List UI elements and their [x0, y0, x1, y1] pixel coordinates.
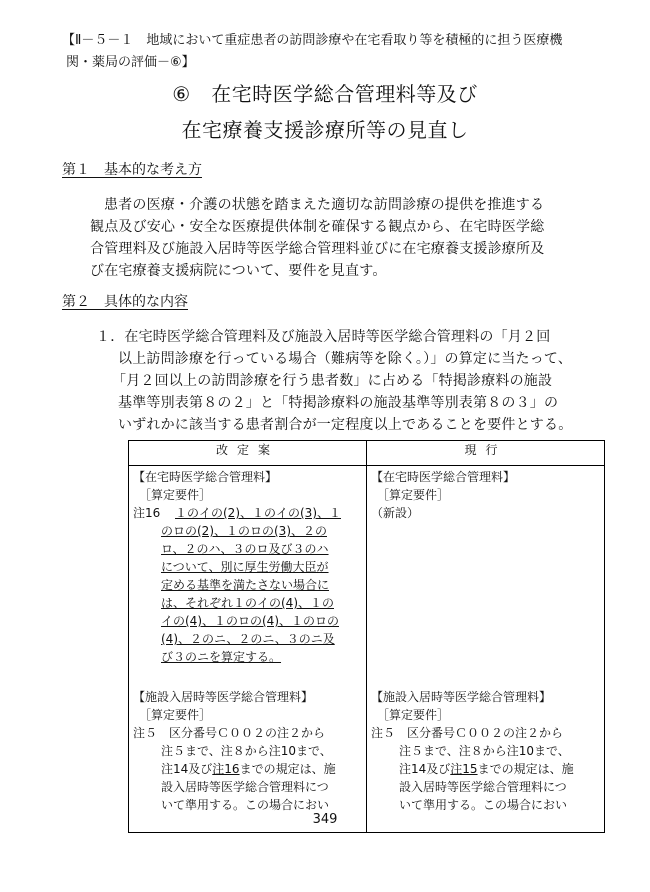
item-1-line-5: いずれかに該当する患者割合が一定程度以上であることを要件とする。: [118, 417, 573, 433]
proposed-note5-line-3: [161, 760, 336, 778]
current-note5-line-3-a: 注14及び: [399, 762, 451, 776]
header-line-1: 【Ⅱ－５－１ 地域において重症患者の訪問診療や在宅看取り等を積極的に担う医療機: [62, 33, 563, 48]
proposed-facility-requirements: ［算定要件］: [139, 708, 212, 722]
proposed-note16-line-7: イの(4)、１のロの(4)、１のロの: [161, 614, 339, 628]
section-1-line-4: び在宅療養支援病院について、要件を見直す。: [90, 263, 387, 279]
proposed-note16-line-5: 定める基準を満たさない場合に: [161, 578, 330, 592]
section-1-heading: 第１ 基本的な考え方: [62, 162, 202, 178]
section-1-line-1: 患者の医療・介護の状態を踏まえた適切な訪問診療の提供を推進する: [104, 197, 545, 213]
proposed-note5-line-1: 注５ 区分番号Ｃ００２の注２から: [133, 726, 326, 740]
current-home-heading: 【在宅時医学総合管理料】: [371, 470, 516, 484]
proposed-column: [129, 466, 367, 833]
current-new-label: （新設）: [371, 506, 420, 520]
page-title-line-1: ⑥ 在宅時医学総合管理料等及び: [172, 82, 478, 106]
current-note5-line-4: 設入居時等医学総合管理料につ: [399, 780, 567, 794]
proposed-note16-line-2: のロの(2)、１のロの(3)、２の: [161, 524, 327, 538]
proposed-note16-label: 注16: [133, 506, 161, 520]
current-note5-line-1: 注５ 区分番号Ｃ００２の注２から: [371, 726, 564, 740]
proposed-note5-line-5: いて準用する。この場合におい: [161, 798, 330, 812]
proposed-note16-line-1: １のイの(2)、１のイの(3)、１: [175, 506, 341, 520]
column-header-proposed: 改定案: [129, 441, 367, 466]
item-1-line-1: １．在宅時医学総合管理料及び施設入居時等医学総合管理料の「月２回: [96, 329, 551, 345]
proposed-home-heading: 【在宅時医学総合管理料】: [133, 470, 278, 484]
proposed-note5-line-4: 設入居時等医学総合管理料につ: [161, 780, 329, 794]
header-line-2: 関・薬局の評価－⑥】: [66, 55, 195, 70]
current-facility-heading: 【施設入居時等医学総合管理料】: [371, 690, 552, 704]
proposed-home-requirements: ［算定要件］: [139, 488, 212, 502]
proposed-note5-line-3-changed: 注16: [212, 762, 240, 776]
proposed-note16-line-8: (4)、２のニ、２のニ、３のニ及: [161, 632, 335, 646]
proposed-note16-line-4: について、別に厚生労働大臣が: [161, 560, 329, 574]
column-header-current: 現行: [367, 441, 605, 466]
current-note5-line-3: [399, 760, 574, 778]
section-2-heading: 第２ 具体的な内容: [62, 294, 188, 310]
comparison-table: [128, 440, 605, 833]
current-facility-requirements: ［算定要件］: [377, 708, 450, 722]
section-1-line-3: 合管理料及び施設入居時等医学総合管理料並びに在宅療養支援診療所及: [90, 241, 545, 257]
proposed-note16-line-3: ロ、２のハ、３のロ及び３のハ: [161, 542, 329, 556]
current-note5-line-3-b: までの規定は、施: [477, 762, 574, 776]
current-note5-line-3-changed: 注15: [450, 762, 478, 776]
proposed-note5-line-3-b: までの規定は、施: [239, 762, 336, 776]
current-home-requirements: ［算定要件］: [377, 488, 450, 502]
header-tag: [62, 30, 562, 74]
section-1-line-2: 観点及び安心・安全な医療提供体制を確保する観点から、在宅時医学総: [90, 219, 545, 235]
item-1-line-3: 「月２回以上の訪問診療を行う患者数」に占める「特掲診療料の施設: [112, 373, 553, 389]
proposed-note16-line-6: は、それぞれ１のイの(4)、１の: [161, 596, 334, 610]
item-1-line-4: 基準等別表第８の２」と「特掲診療料の施設基準等別表第８の３」の: [118, 395, 559, 411]
proposed-note16-line-9: び３のニを算定する。: [161, 650, 282, 664]
page-number: 349: [312, 812, 338, 827]
proposed-facility-heading: 【施設入居時等医学総合管理料】: [133, 690, 314, 704]
proposed-note5-line-2: 注５まで、注８から注10まで、: [161, 744, 332, 758]
item-1-line-2: 以上訪問診療を行っている場合（難病等を除く。）」の算定に当たって、: [118, 351, 573, 367]
current-note5-line-2: 注５まで、注８から注10まで、: [399, 744, 570, 758]
current-note5-line-5: いて準用する。この場合におい: [399, 798, 568, 812]
proposed-note5-line-3-a: 注14及び: [161, 762, 213, 776]
current-column: [367, 466, 605, 833]
page-title-line-2: 在宅療養支援診療所等の見直し: [181, 118, 469, 142]
